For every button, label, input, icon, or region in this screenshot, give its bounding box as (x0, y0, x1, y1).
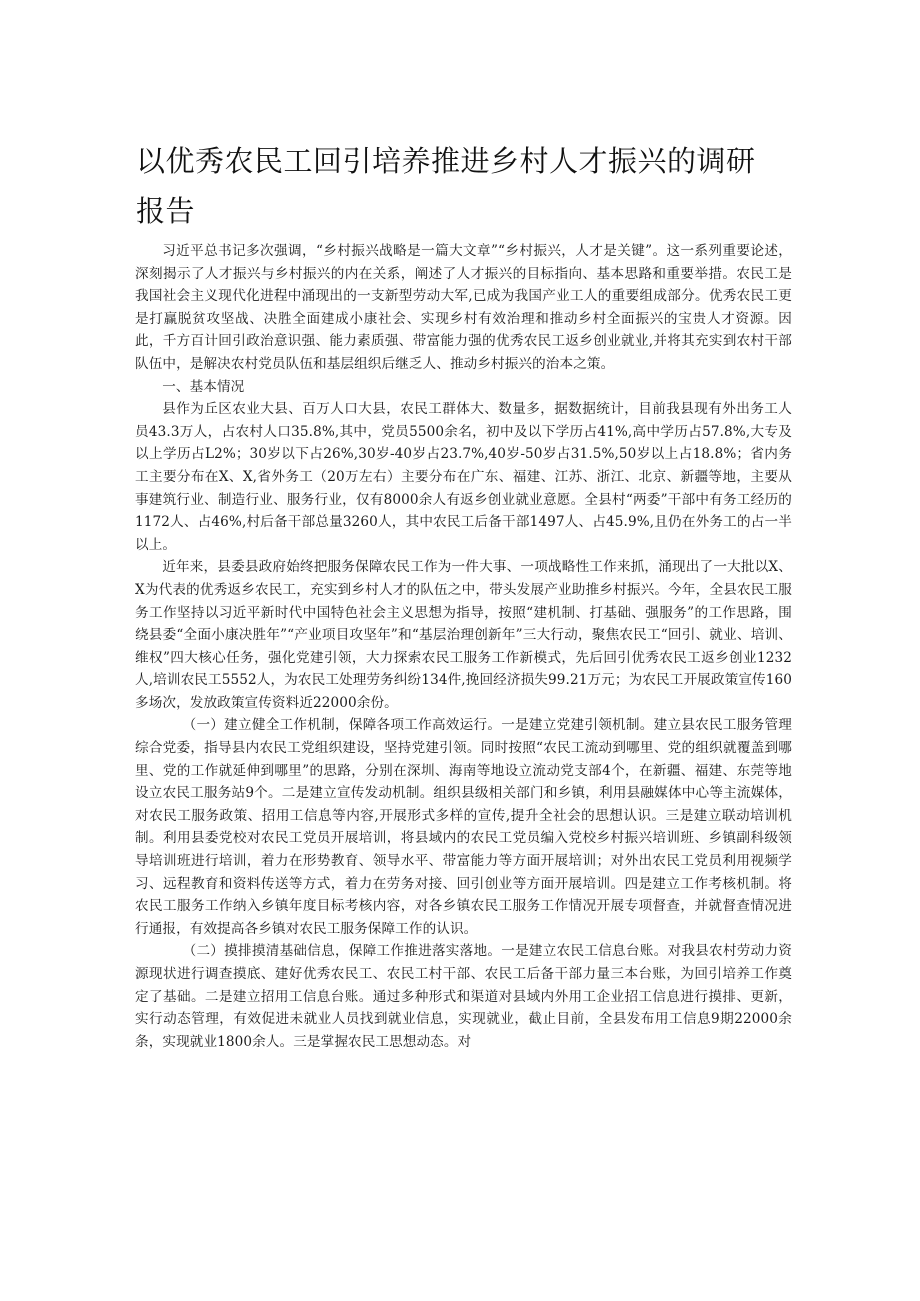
document-body (135, 240, 792, 1053)
document-title: 以优秀农民工回引培养推进乡村人才振兴的调研报告 (136, 144, 756, 228)
paragraph-mechanism: （一）建立健全工作机制，保障各项工作高效运行。一是建立党建引领机制。建立县农民工服务管理综合党委，指导县内农民工党组织建设，坚持党建引领。同时按照“农民工流动到哪里、党的组织就覆盖到哪里、党的工作就延伸到哪里”的思路，分别在深圳、海南等地设立流动党支部4个，在新疆、福建、东莞等地设立农民工服务站9个。二是建立宣传发动机制。组织县级相关部门和乡镇，利用县融媒体中心等主流媒体，对农民工服务政策、招用工信息等内容,开展形式多样的宣传,提升全社会的思想认识。三是建立联动培训机制。利用县委党校对农民工党员开展培训，将县域内的农民工党员编入党校乡村振兴培训班、乡镇副科级领导培训班进行培训，着力在形势教育、领导水平、带富能力等方面开展培训；对外出农民工党员利用视频学习、远程教育和资料传送等方式，着力在劳务对接、回引创业等方面开展培训。四是建立工作考核机制。将农民工服务工作纳入乡镇年度目标考核内容，对各乡镇农民工服务工作情况开展专项督查，并就督查情况进行通报，有效提高各乡镇对农民工服务保障工作的认识。 (135, 717, 792, 937)
paragraph-basic-info: （二）摸排摸清基础信息，保障工作推进落实落地。一是建立农民工信息台账。对我县农村劳动力资源现状进行调查摸底、建好优秀农民工、农民工村干部、农民工后备干部力量三本台账，为回引培养工作奠定了基础。二是建立招用工信息台账。通过多种形式和渠道对县域内外用工企业招工信息进行摸排、更新，实行动态管理，有效促进未就业人员找到就业信息，实现就业，截止目前，全县发布用工信息9期22000余条，实现就业1800余人。三是掌握农民工思想动态。对 (135, 943, 792, 1050)
paragraph-statistics: 县作为丘区农业大县、百万人口大县，农民工群体大、数量多，据数据统计，目前我县现有外出务工人员43.3万人，占农村人口35.8%,其中，党员5500余名，初中及以下学历占41%,高中学历占57.8%,大专及以上学历占L2%；30岁以下占26%,30岁-40岁占23.7%,40岁-50岁占31.5%,50岁以上占18.8%；省内务工主要分布在X、X,省外务工（20万左右）主要分布在广东、福建、江苏、浙江、北京、新疆等地，主要从事建筑行业、制造行业、服务行业，仅有8000余人有返乡创业就业意愿。全县村“两委”干部中有务工经历的1172人、占46%,村后备干部总量3260人，其中农民工后备干部1497人、占45.9%,且仍在外务工的占一半以上。 (135, 401, 792, 553)
paragraph-recent-years: 近年来，县委县政府始终把服务保障农民工作为一件大事、一项战略性工作来抓，涌现出了一大批以X、X为代表的优秀返乡农民工，充实到乡村人才的队伍之中，带头发展产业助推乡村振兴。今年，全县农民工服务工作坚持以习近平新时代中国特色社会主义思想为指导，按照“建机制、打基础、强服务”的工作思路，围绕县委“全面小康决胜年”“产业项目攻坚年”和“基层治理创新年”三大行动，聚焦农民工“回引、就业、培训、维权”四大核心任务，强化党建引领，大力探索农民工服务工作新模式，先后回引优秀农民工返乡创业1232人,培训农民工5552人，为农民工处理劳务纠纷134件,挽回经济损失99.21万元；为农民工开展政策宣传160多场次，发放政策宣传资料近22000余份。 (135, 559, 792, 711)
paragraph-intro: 习近平总书记多次强调，“乡村振兴战略是一篇大文章”“乡村振兴，人才是关键”。这一系列重要论述，深刻揭示了人才振兴与乡村振兴的内在关系，阐述了人才振兴的目标指向、基本思路和重要举措。农民工是我国社会主义现代化进程中涌现出的一支新型劳动大军,已成为我国产业工人的重要组成部分。优秀农民工更是打赢脱贫攻坚战、决胜全面建成小康社会、实现乡村有效治理和推动乡村全面振兴的宝贵人才资源。因此，千方百计回引政治意识强、能力素质强、带富能力强的优秀农民工返乡创业就业,并将其充实到农村干部队伍中，是解决农村党员队伍和基层组织后继乏人、推动乡村振兴的治本之策。 (135, 243, 792, 372)
section-heading-basic-situation: 一、基本情况 (162, 378, 245, 395)
